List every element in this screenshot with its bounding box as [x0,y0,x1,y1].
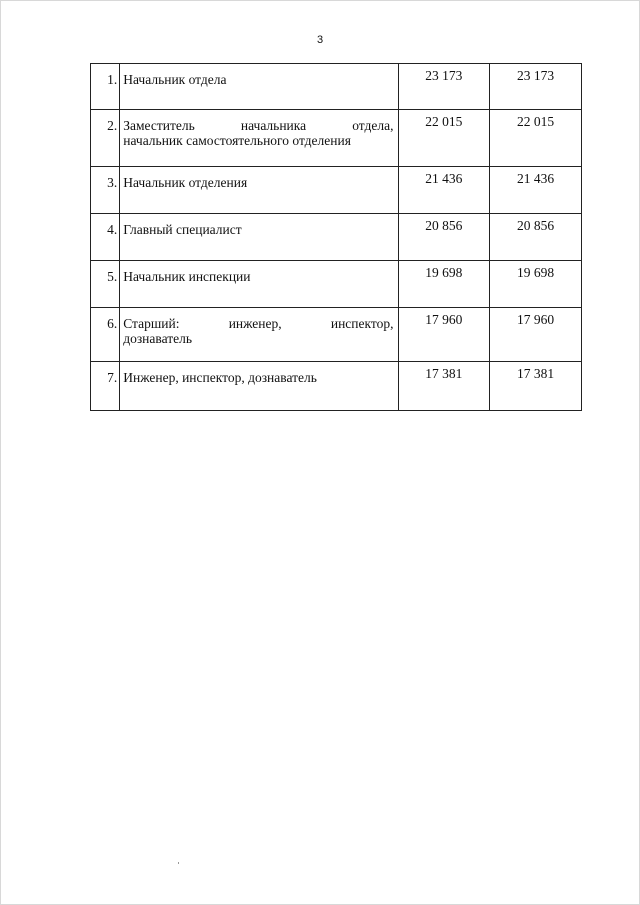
table-row [91,167,582,214]
position-title [120,110,398,167]
salary-value-1: 20 856 [398,214,490,261]
salary-value-2: 17 960 [490,308,582,362]
table-row [91,110,582,167]
row-number: 1. [91,64,120,110]
position-title [120,362,398,411]
row-number: 4. [91,214,120,261]
salary-value-2: 20 856 [490,214,582,261]
salary-value-2: 21 436 [490,167,582,214]
salary-value-1: 17 381 [398,362,490,411]
salary-value-1: 21 436 [398,167,490,214]
salary-value-2: 22 015 [490,110,582,167]
position-title [120,261,398,308]
table-row [91,214,582,261]
row-number: 3. [91,167,120,214]
salary-value-2: 23 173 [490,64,582,110]
position-title [120,167,398,214]
position-title [120,64,398,110]
position-title-line2: дознаватель [123,331,193,346]
page-number: 3 [316,34,324,46]
salary-value-1: 22 015 [398,110,490,167]
position-title-word: Заместитель [123,118,195,133]
salary-table [90,63,582,411]
table-row [91,362,582,411]
position-title-word: Старший: [123,316,180,331]
position-title-word: начальника [240,118,307,133]
position-title [120,308,398,362]
position-title-line2: начальник самостоятельного отделения [123,133,351,148]
position-title-line1 [123,118,393,133]
position-title [120,214,398,261]
position-title-word: инженер, [228,316,282,331]
position-title-line1 [123,316,393,331]
row-number: 6. [91,308,120,362]
salary-value-1: 17 960 [398,308,490,362]
scan-speck [178,862,179,864]
table-row [91,64,582,110]
position-title-text: Начальник инспекции [123,269,251,284]
row-number: 5. [91,261,120,308]
salary-value-1: 19 698 [398,261,490,308]
position-title-text: Начальник отделения [123,175,248,190]
salary-value-2: 17 381 [490,362,582,411]
row-number: 7. [91,362,120,411]
row-number: 2. [91,110,120,167]
salary-value-2: 19 698 [490,261,582,308]
position-title-text: Инженер, инспектор, дознаватель [123,370,317,385]
position-title-text: Главный специалист [123,222,242,237]
salary-value-1: 23 173 [398,64,490,110]
table-row [91,261,582,308]
table-row [91,308,582,362]
position-title-word: инспектор, [330,316,394,331]
position-title-word: отдела, [352,118,394,133]
position-title-text: Начальник отдела [123,72,227,87]
